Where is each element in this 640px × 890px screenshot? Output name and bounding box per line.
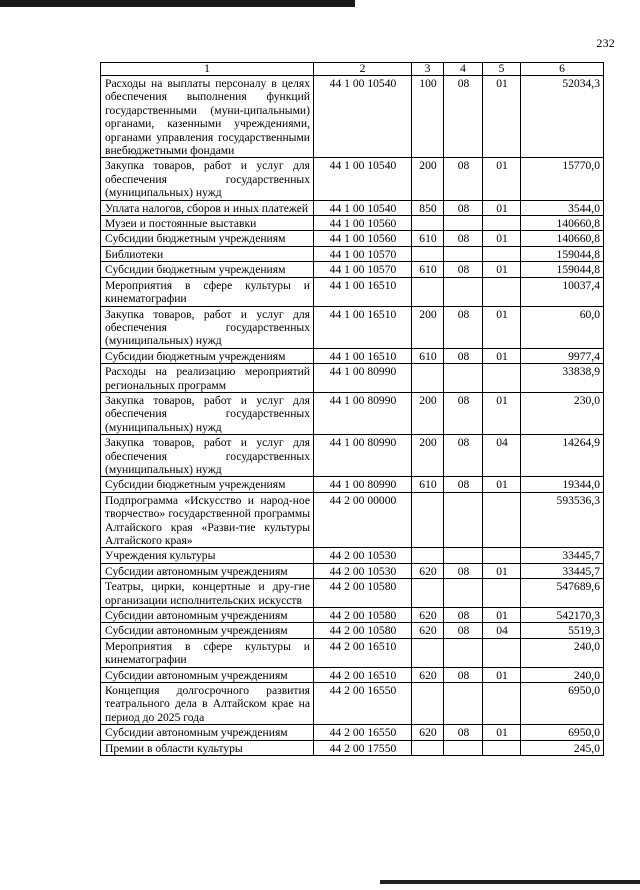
row-amount-cell: 33445,7	[521, 563, 604, 578]
table-row	[101, 392, 604, 434]
row-section-cell	[444, 364, 483, 393]
row-section-cell	[444, 216, 483, 231]
row-expense-type-cell	[412, 216, 444, 231]
table-row	[101, 608, 604, 623]
row-section-cell	[444, 246, 483, 261]
table-row	[101, 740, 604, 755]
table-row	[101, 246, 604, 261]
row-name-cell: Подпрограмма «Искусство и народ-ное творчество» государственной программы Алтайского края «Разви-тие культуры Алтайского края»	[101, 492, 314, 548]
row-subsection-cell: 01	[483, 608, 521, 623]
row-amount-cell: 230,0	[521, 392, 604, 434]
row-amount-cell: 14264,9	[521, 435, 604, 477]
row-name-cell: Учреждения культуры	[101, 548, 314, 563]
row-code-cell: 44 2 00 10580	[314, 608, 412, 623]
row-amount-cell: 33838,9	[521, 364, 604, 393]
row-subsection-cell	[483, 740, 521, 755]
row-subsection-cell: 01	[483, 348, 521, 363]
row-subsection-cell: 01	[483, 477, 521, 492]
row-name-cell: Музеи и постоянные выставки	[101, 216, 314, 231]
row-subsection-cell: 01	[483, 563, 521, 578]
row-amount-cell: 19344,0	[521, 477, 604, 492]
row-name-cell: Расходы на выплаты персоналу в целях обеспечения выполнения функций государственными (муни-ципальными) органами, казенными учреждениями, органами управления государственными внебюджетными фондами	[101, 76, 314, 158]
row-subsection-cell: 01	[483, 392, 521, 434]
row-amount-cell: 3544,0	[521, 200, 604, 215]
table-row	[101, 158, 604, 200]
row-code-cell: 44 2 00 16510	[314, 638, 412, 667]
row-subsection-cell: 01	[483, 667, 521, 682]
table-row	[101, 563, 604, 578]
row-section-cell: 08	[444, 623, 483, 638]
row-name-cell: Субсидии бюджетным учреждениям	[101, 262, 314, 277]
row-code-cell: 44 2 00 10530	[314, 548, 412, 563]
row-expense-type-cell	[412, 492, 444, 548]
row-name-cell: Мероприятия в сфере культуры и кинематографии	[101, 277, 314, 306]
row-code-cell: 44 2 00 17550	[314, 740, 412, 755]
row-subsection-cell: 01	[483, 200, 521, 215]
table-row	[101, 638, 604, 667]
row-name-cell: Премии в области культуры	[101, 740, 314, 755]
row-expense-type-cell: 200	[412, 158, 444, 200]
row-subsection-cell: 01	[483, 158, 521, 200]
row-expense-type-cell: 620	[412, 563, 444, 578]
row-name-cell: Субсидии автономным учреждениям	[101, 623, 314, 638]
row-amount-cell: 140660,8	[521, 216, 604, 231]
row-expense-type-cell: 610	[412, 477, 444, 492]
row-subsection-cell	[483, 492, 521, 548]
row-expense-type-cell: 610	[412, 348, 444, 363]
row-name-cell: Закупка товаров, работ и услуг для обеспечения государственных (муниципальных) нужд	[101, 392, 314, 434]
row-expense-type-cell: 620	[412, 608, 444, 623]
row-code-cell: 44 1 00 16510	[314, 348, 412, 363]
table-row	[101, 435, 604, 477]
row-code-cell: 44 1 00 80990	[314, 364, 412, 393]
row-amount-cell: 5519,3	[521, 623, 604, 638]
row-name-cell: Субсидии автономным учреждениям	[101, 563, 314, 578]
row-section-cell: 08	[444, 158, 483, 200]
row-expense-type-cell: 200	[412, 435, 444, 477]
row-expense-type-cell	[412, 683, 444, 725]
row-subsection-cell	[483, 638, 521, 667]
row-section-cell: 08	[444, 76, 483, 158]
table-row	[101, 306, 604, 348]
row-section-cell: 08	[444, 725, 483, 740]
row-amount-cell: 140660,8	[521, 231, 604, 246]
row-code-cell: 44 1 00 10540	[314, 200, 412, 215]
row-section-cell	[444, 638, 483, 667]
row-code-cell: 44 2 00 16550	[314, 725, 412, 740]
row-amount-cell: 159044,8	[521, 262, 604, 277]
row-amount-cell: 159044,8	[521, 246, 604, 261]
row-name-cell: Субсидии автономным учреждениям	[101, 667, 314, 682]
row-name-cell: Закупка товаров, работ и услуг для обеспечения государственных (муниципальных) нужд	[101, 158, 314, 200]
row-section-cell	[444, 277, 483, 306]
row-code-cell: 44 2 00 16510	[314, 667, 412, 682]
table-row	[101, 548, 604, 563]
table-row	[101, 76, 604, 158]
row-code-cell: 44 1 00 10570	[314, 262, 412, 277]
row-name-cell: Субсидии автономным учреждениям	[101, 608, 314, 623]
row-amount-cell: 60,0	[521, 306, 604, 348]
row-expense-type-cell: 620	[412, 667, 444, 682]
row-code-cell: 44 2 00 10580	[314, 579, 412, 608]
row-name-cell: Субсидии бюджетным учреждениям	[101, 477, 314, 492]
table-row	[101, 348, 604, 363]
table-row	[101, 492, 604, 548]
row-section-cell: 08	[444, 392, 483, 434]
budget-table	[100, 62, 604, 756]
row-section-cell: 08	[444, 563, 483, 578]
row-subsection-cell	[483, 548, 521, 563]
row-subsection-cell: 04	[483, 435, 521, 477]
row-code-cell: 44 1 00 10570	[314, 246, 412, 261]
row-name-cell: Театры, цирки, концертные и дру-гие организации исполнительских искусств	[101, 579, 314, 608]
row-subsection-cell: 01	[483, 725, 521, 740]
table-row	[101, 623, 604, 638]
row-name-cell: Мероприятия в сфере культуры и кинематографии	[101, 638, 314, 667]
row-expense-type-cell	[412, 638, 444, 667]
table-row	[101, 277, 604, 306]
row-subsection-cell: 01	[483, 76, 521, 158]
row-section-cell	[444, 548, 483, 563]
row-expense-type-cell: 620	[412, 623, 444, 638]
table-row	[101, 579, 604, 608]
table-header-row	[101, 63, 604, 76]
row-section-cell: 08	[444, 667, 483, 682]
row-name-cell: Расходы на реализацию мероприятий региональных программ	[101, 364, 314, 393]
row-section-cell	[444, 683, 483, 725]
scan-edge-top	[0, 0, 355, 7]
row-expense-type-cell: 200	[412, 392, 444, 434]
table-row	[101, 477, 604, 492]
row-expense-type-cell: 620	[412, 725, 444, 740]
row-amount-cell: 52034,3	[521, 76, 604, 158]
row-code-cell: 44 2 00 10580	[314, 623, 412, 638]
table-row	[101, 262, 604, 277]
column-header: 3	[412, 63, 444, 76]
row-amount-cell: 240,0	[521, 667, 604, 682]
row-amount-cell: 10037,4	[521, 277, 604, 306]
table-row	[101, 216, 604, 231]
row-subsection-cell	[483, 683, 521, 725]
row-subsection-cell: 01	[483, 262, 521, 277]
row-section-cell	[444, 492, 483, 548]
table-row	[101, 231, 604, 246]
table-row	[101, 683, 604, 725]
row-amount-cell: 245,0	[521, 740, 604, 755]
row-code-cell: 44 1 00 80990	[314, 477, 412, 492]
row-code-cell: 44 1 00 80990	[314, 435, 412, 477]
row-section-cell: 08	[444, 348, 483, 363]
row-name-cell: Субсидии бюджетным учреждениям	[101, 348, 314, 363]
scan-edge-bottom	[380, 880, 640, 884]
row-amount-cell: 593536,3	[521, 492, 604, 548]
row-name-cell: Субсидии автономным учреждениям	[101, 725, 314, 740]
row-expense-type-cell: 610	[412, 231, 444, 246]
row-expense-type-cell: 610	[412, 262, 444, 277]
row-code-cell: 44 1 00 10560	[314, 216, 412, 231]
row-subsection-cell	[483, 216, 521, 231]
row-expense-type-cell	[412, 364, 444, 393]
table-row	[101, 200, 604, 215]
row-expense-type-cell	[412, 277, 444, 306]
row-expense-type-cell: 850	[412, 200, 444, 215]
table-row	[101, 725, 604, 740]
row-section-cell: 08	[444, 608, 483, 623]
row-code-cell: 44 1 00 16510	[314, 306, 412, 348]
row-amount-cell: 33445,7	[521, 548, 604, 563]
row-code-cell: 44 1 00 16510	[314, 277, 412, 306]
row-expense-type-cell: 200	[412, 306, 444, 348]
row-section-cell: 08	[444, 435, 483, 477]
row-amount-cell: 15770,0	[521, 158, 604, 200]
row-amount-cell: 547689,6	[521, 579, 604, 608]
row-name-cell: Закупка товаров, работ и услуг для обеспечения государственных (муниципальных) нужд	[101, 435, 314, 477]
row-expense-type-cell	[412, 548, 444, 563]
row-amount-cell: 9977,4	[521, 348, 604, 363]
column-header: 2	[314, 63, 412, 76]
row-expense-type-cell	[412, 246, 444, 261]
row-section-cell: 08	[444, 306, 483, 348]
row-expense-type-cell: 100	[412, 76, 444, 158]
row-subsection-cell	[483, 579, 521, 608]
row-amount-cell: 542170,3	[521, 608, 604, 623]
row-name-cell: Библиотеки	[101, 246, 314, 261]
column-header: 4	[444, 63, 483, 76]
row-name-cell: Уплата налогов, сборов и иных платежей	[101, 200, 314, 215]
row-section-cell: 08	[444, 477, 483, 492]
row-subsection-cell	[483, 246, 521, 261]
row-name-cell: Концепция долгосрочного развития театрального дела в Алтайском крае на период до 2025 года	[101, 683, 314, 725]
row-code-cell: 44 2 00 00000	[314, 492, 412, 548]
row-expense-type-cell	[412, 579, 444, 608]
row-section-cell: 08	[444, 262, 483, 277]
row-subsection-cell: 01	[483, 306, 521, 348]
row-amount-cell: 6950,0	[521, 683, 604, 725]
row-code-cell: 44 1 00 10540	[314, 158, 412, 200]
row-subsection-cell	[483, 277, 521, 306]
row-name-cell: Субсидии бюджетным учреждениям	[101, 231, 314, 246]
row-code-cell: 44 1 00 80990	[314, 392, 412, 434]
row-code-cell: 44 1 00 10540	[314, 76, 412, 158]
row-section-cell: 08	[444, 200, 483, 215]
row-code-cell: 44 1 00 10560	[314, 231, 412, 246]
column-header: 1	[101, 63, 314, 76]
row-name-cell: Закупка товаров, работ и услуг для обеспечения государственных (муниципальных) нужд	[101, 306, 314, 348]
column-header: 5	[483, 63, 521, 76]
row-subsection-cell	[483, 364, 521, 393]
row-section-cell	[444, 579, 483, 608]
row-code-cell: 44 2 00 16550	[314, 683, 412, 725]
row-subsection-cell: 04	[483, 623, 521, 638]
row-section-cell: 08	[444, 231, 483, 246]
table-row	[101, 667, 604, 682]
page-number: 232	[596, 36, 615, 50]
column-header: 6	[521, 63, 604, 76]
row-code-cell: 44 2 00 10530	[314, 563, 412, 578]
row-section-cell	[444, 740, 483, 755]
row-subsection-cell: 01	[483, 231, 521, 246]
row-amount-cell: 6950,0	[521, 725, 604, 740]
row-amount-cell: 240,0	[521, 638, 604, 667]
table-row	[101, 364, 604, 393]
row-expense-type-cell	[412, 740, 444, 755]
